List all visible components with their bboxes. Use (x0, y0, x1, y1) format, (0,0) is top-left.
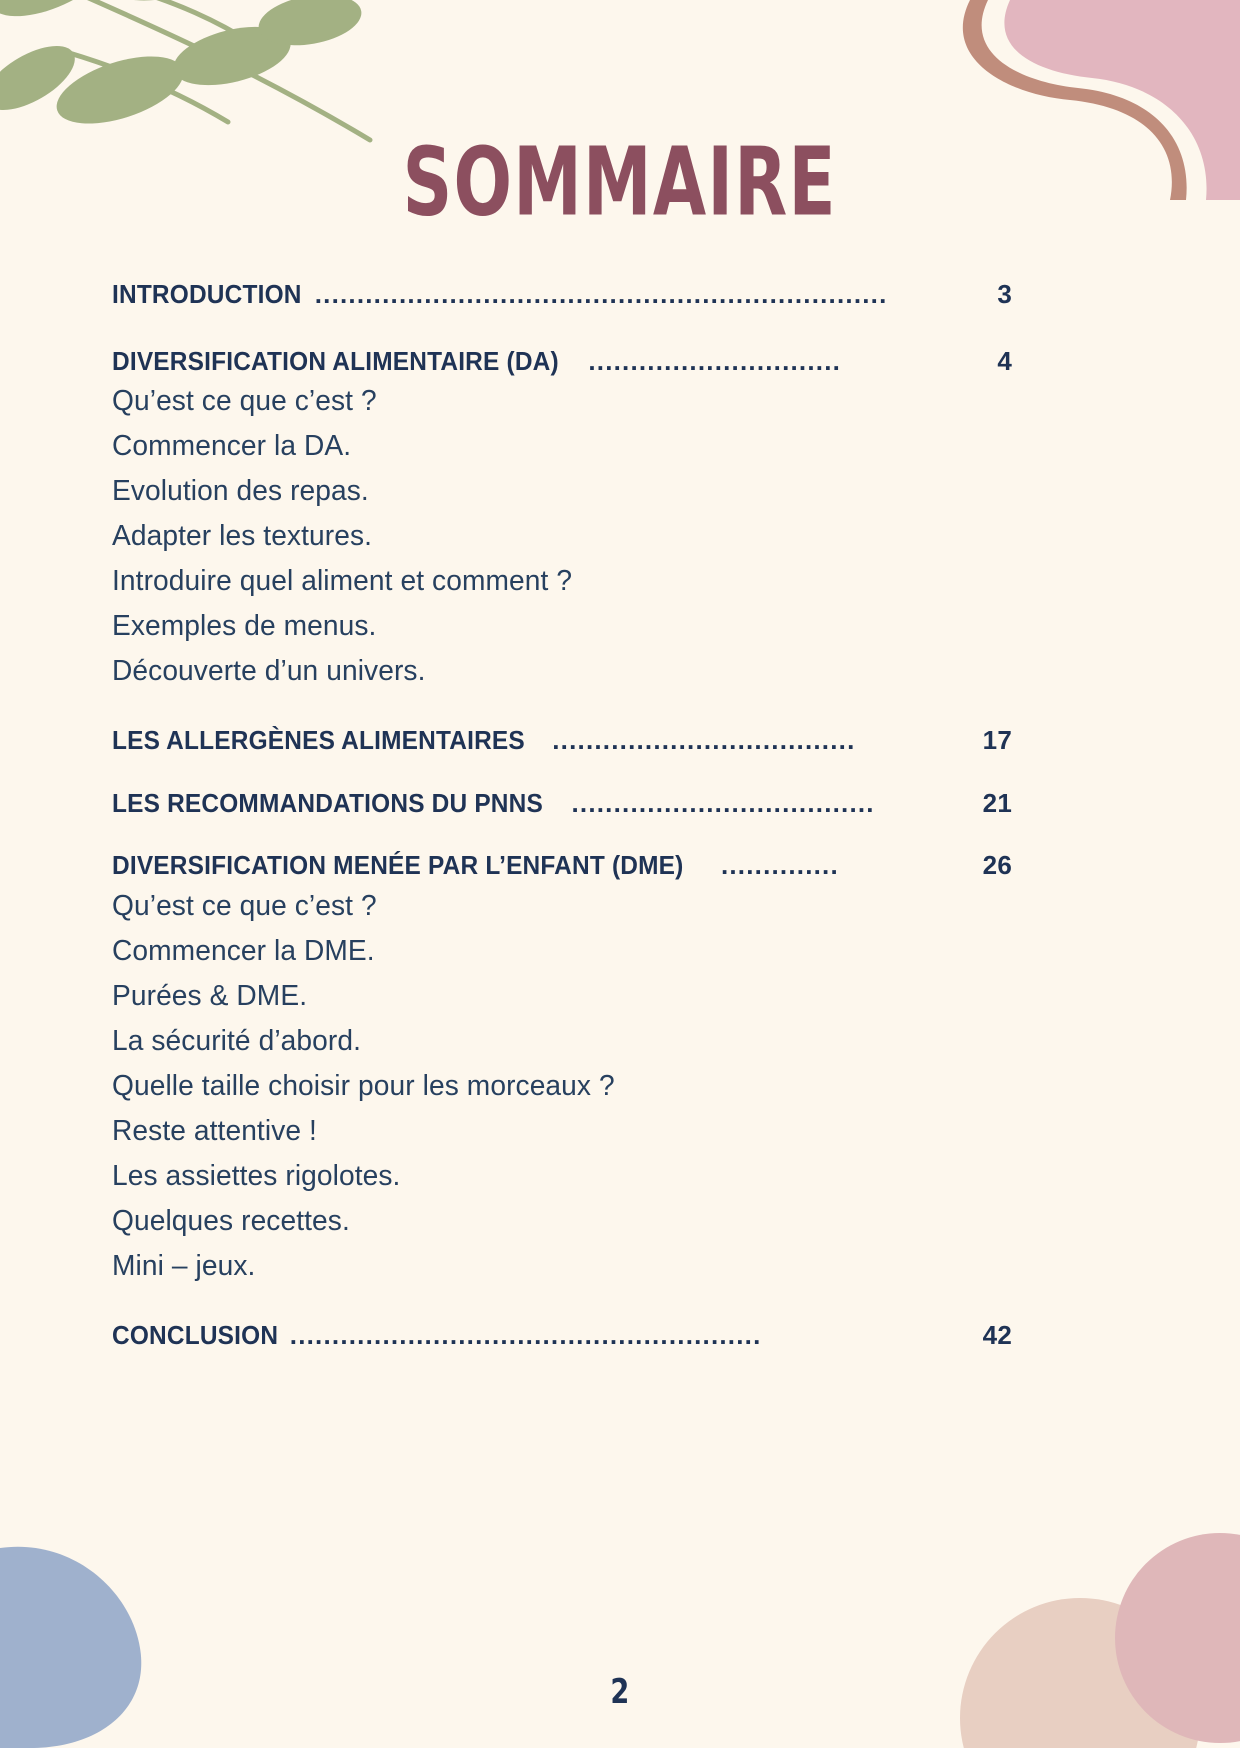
list-item[interactable]: Adapter les textures. (112, 520, 373, 552)
dot-leader: ........................................................ (289, 1319, 762, 1350)
list-item[interactable]: Reste attentive ! (112, 1114, 317, 1147)
toc-entry-page: 26 (982, 850, 1012, 880)
toc-entry[interactable] (112, 278, 1012, 311)
toc-entry-title: LES RECOMMANDATIONS DU PNNS (112, 787, 543, 818)
toc-entry[interactable] (112, 345, 1012, 378)
toc-entry-title: CONCLUSION (112, 1319, 279, 1350)
list-item[interactable]: Commencer la DA. (112, 430, 352, 462)
list-item[interactable]: Qu’est ce que c’est ? (112, 889, 377, 922)
toc-section-pnns (112, 787, 1012, 820)
toc-entry[interactable] (112, 1319, 1012, 1352)
toc-section-introduction (112, 278, 1012, 311)
dot-leader: .................................................................... (314, 279, 888, 309)
toc-entry-page: 3 (997, 279, 1012, 309)
list-item[interactable]: Mini – jeux. (112, 1249, 256, 1282)
dot-leader: .................................... (552, 725, 856, 755)
toc-entry-page: 4 (997, 345, 1012, 376)
toc-entry-page: 17 (982, 725, 1012, 755)
toc-entry[interactable] (112, 787, 1012, 820)
page-title-wrapper (0, 127, 1240, 237)
dot-leader: .................................... (571, 787, 875, 818)
toc-section-diversification-alimentaire (112, 345, 1012, 695)
toc-entry-title: DIVERSIFICATION ALIMENTAIRE (DA) (112, 345, 559, 376)
toc-entry-title: DIVERSIFICATION MENÉE PAR L’ENFANT (DME) (112, 850, 684, 880)
list-item[interactable]: Quelle taille choisir pour les morceaux ? (112, 1069, 615, 1102)
toc-entry-page: 21 (982, 787, 1012, 818)
toc-subitem-list (112, 884, 1012, 1289)
corner-blob-bottom-left (0, 1508, 200, 1748)
list-item[interactable]: Les assiettes rigolotes. (112, 1159, 401, 1192)
page-number: 2 (610, 1672, 630, 1712)
list-item[interactable]: La sécurité d’abord. (112, 1024, 362, 1057)
toc-entry[interactable] (112, 849, 1012, 882)
toc-entry-title: INTRODUCTION (112, 279, 302, 309)
list-item[interactable]: Evolution des repas. (112, 475, 369, 507)
toc-entry[interactable] (112, 724, 1012, 757)
table-of-contents (112, 278, 1012, 1351)
toc-subitem-list (112, 379, 1012, 694)
toc-section-conclusion (112, 1319, 1012, 1352)
toc-section-dme (112, 849, 1012, 1289)
list-item[interactable]: Commencer la DME. (112, 934, 375, 967)
footer (0, 1672, 1240, 1712)
list-item[interactable]: Exemples de menus. (112, 610, 377, 642)
dot-leader: .............. (720, 850, 839, 880)
list-item[interactable]: Découverte d’un univers. (112, 655, 426, 687)
list-item[interactable]: Purées & DME. (112, 979, 308, 1012)
dot-leader: .............................. (588, 345, 842, 376)
toc-entry-page: 42 (982, 1319, 1012, 1350)
list-item[interactable]: Qu’est ce que c’est ? (112, 385, 377, 417)
toc-section-allergenes (112, 724, 1012, 757)
page-title: SOMMAIRE (402, 127, 838, 237)
list-item[interactable]: Quelques recettes. (112, 1204, 350, 1237)
list-item[interactable]: Introduire quel aliment et comment ? (112, 565, 573, 597)
toc-entry-title: LES ALLERGÈNES ALIMENTAIRES (112, 725, 525, 755)
